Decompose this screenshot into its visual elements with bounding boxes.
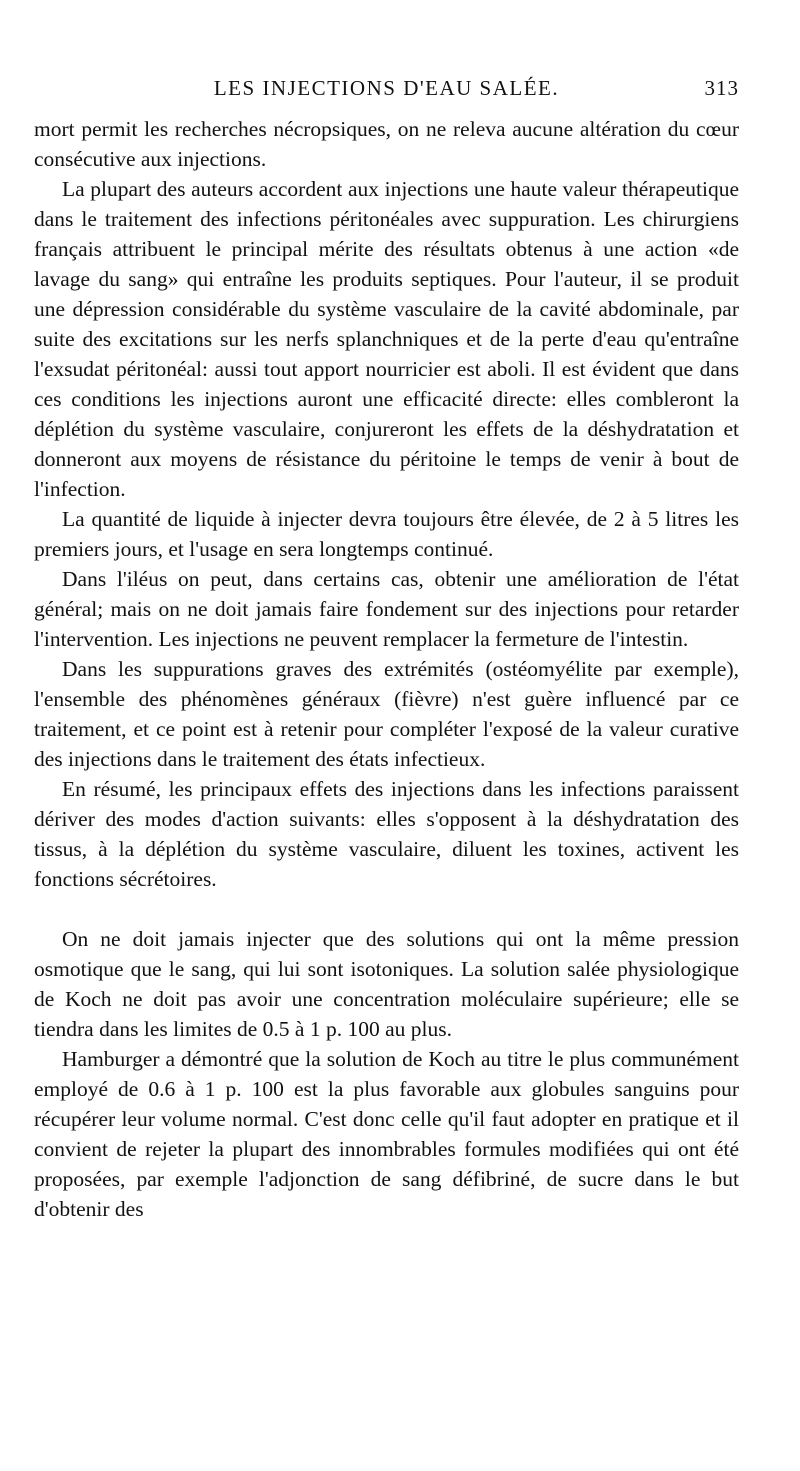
section-gap (34, 894, 739, 924)
running-head (34, 70, 739, 114)
paragraph: mort permit les recherches nécropsiques, on ne releva aucune altération du cœur consécutive aux injections. (34, 117, 739, 171)
paragraph: Dans les suppurations graves des extrémités (ostéomyélite par exemple), l'ensemble des phénomènes généraux (fièvre) n'est guère influencé par ce traitement, et ce point est à retenir pour compléter l'exposé de la valeur curative des injections dans le traitement des états infectieux. (34, 657, 739, 771)
paragraph: En résumé, les principaux effets des injections dans les infections paraissent dériver des modes d'action suivants: elles s'opposent à la déshydratation des tissus, à la déplétion du système vasculaire, diluent les toxines, activent les fonctions sécrétoires. (34, 777, 739, 891)
body-text (34, 114, 739, 1224)
running-title: LES INJECTIONS D'EAU SALÉE. (213, 76, 560, 100)
paragraph: Hamburger a démontré que la solution de Koch au titre le plus communément employé de 0.6 à 1 p. 100 est la plus favorable aux globules sanguins pour récupérer leur volume normal. C'est donc celle qu'il faut adopter en pratique et il convient de rejeter la plupart des innombrables formules modifiées qui ont été proposées, par exemple l'adjonction de sang défibriné, de sucre dans le but d'obtenir des (34, 1047, 739, 1221)
paragraph: La quantité de liquide à injecter devra toujours être élevée, de 2 à 5 litres les premiers jours, et l'usage en sera longtemps continué. (34, 507, 739, 561)
paragraph: Dans l'iléus on peut, dans certains cas, obtenir une amélioration de l'état général; mais on ne doit jamais faire fondement sur des injections pour retarder l'intervention. Les injections ne peuvent remplacer la fermeture de l'intestin. (34, 567, 739, 651)
book-page (34, 70, 739, 1224)
paragraph: On ne doit jamais injecter que des solutions qui ont la même pression osmotique que le sang, qui lui sont isotoniques. La solution salée physiologique de Koch ne doit pas avoir une concentration moléculaire supérieure; elle se tiendra dans les limites de 0.5 à 1 p. 100 au plus. (34, 927, 739, 1041)
paragraph: La plupart des auteurs accordent aux injections une haute valeur thérapeutique dans le traitement des infections péritonéales avec suppuration. Les chirurgiens français attribuent le principal mérite des résultats obtenus à une action «de lavage du sang» qui entraîne les produits septiques. Pour l'auteur, il se produit une dépression considérable du système vasculaire de la cavité abdominale, par suite des excitations sur les nerfs splanchniques et de la perte d'eau qu'entraîne l'exsudat péritonéal: aussi tout apport nourricier est aboli. Il est évident que dans ces conditions les injections auront une efficacité directe: elles combleront la déplétion du système vasculaire, conjureront les effets de la déshydratation et donneront aux moyens de résistance du péritoine le temps de venir à bout de l'infection. (34, 177, 739, 501)
page-number: 313 (704, 76, 739, 100)
